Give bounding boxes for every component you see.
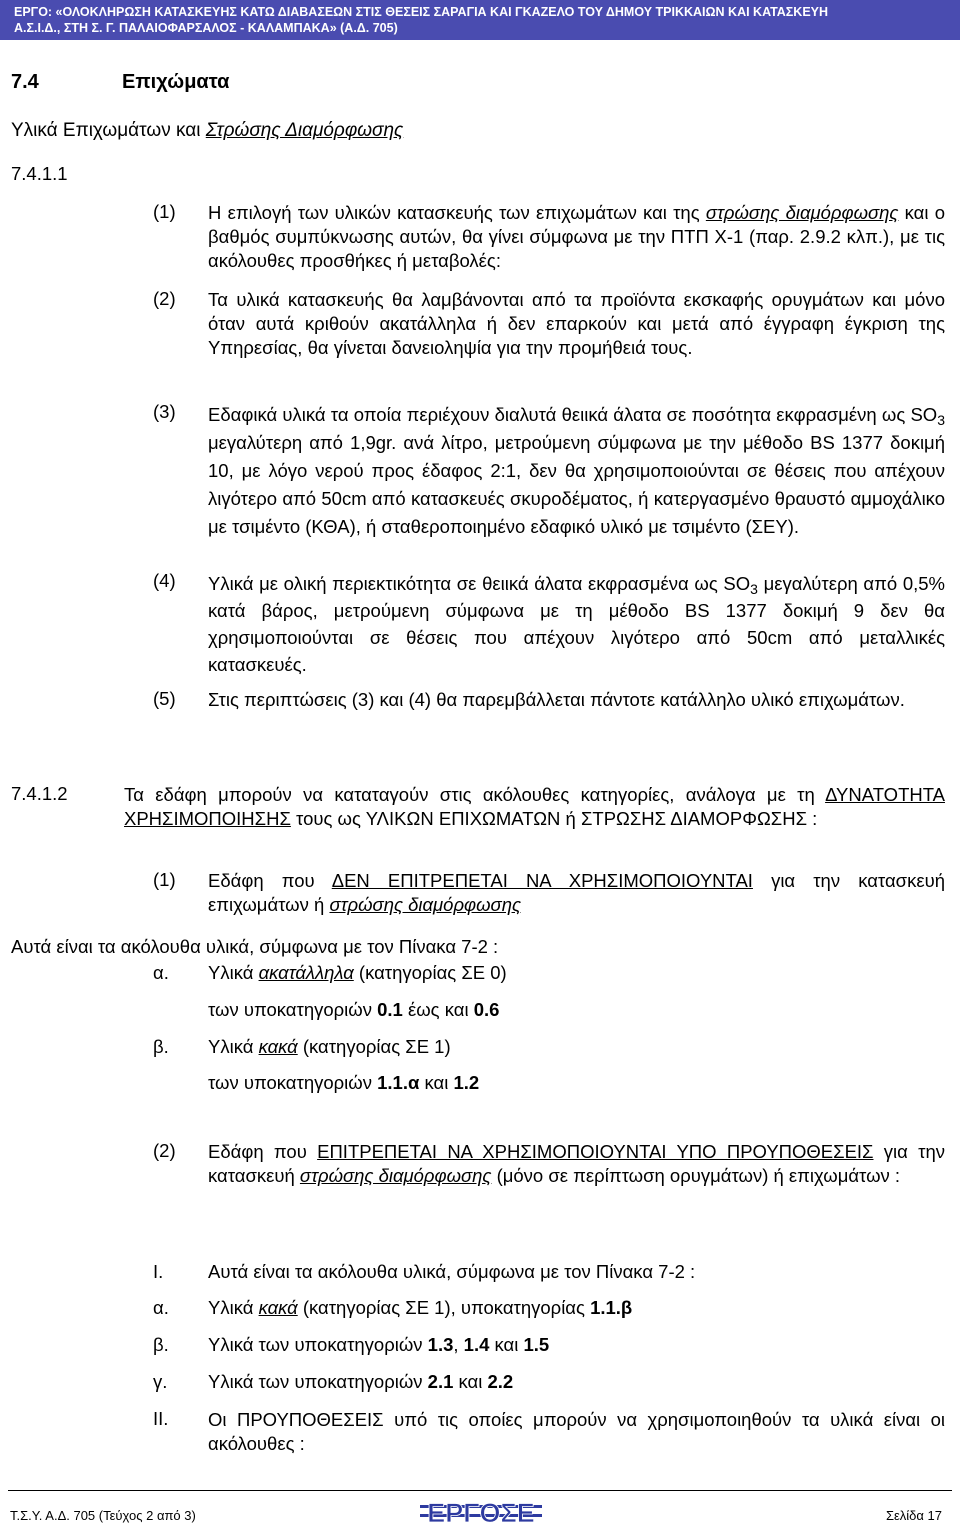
paragraph-text: (κατηγορίας ΣΕ 1) xyxy=(297,1036,451,1057)
list-label: β. xyxy=(153,1334,169,1355)
paragraph-text: Υλικά xyxy=(208,1297,259,1318)
paragraph-text: Εδάφη που xyxy=(208,1141,318,1162)
paragraph-text: Εδάφη που xyxy=(208,870,332,891)
item-label: (1) xyxy=(153,201,176,222)
paragraph-text: και xyxy=(453,1371,488,1392)
list-label: α. xyxy=(153,962,169,983)
list-item-b-sub xyxy=(208,1072,479,1094)
bold-code: 1.1.α xyxy=(377,1072,420,1093)
document-header xyxy=(0,0,960,40)
quoted-term: κακά xyxy=(258,1297,298,1318)
header-line-2: Α.Σ.Ι.Δ., ΣΤΗ Σ. Γ. ΠΑΛΑΙΟΦΑΡΣΑΛΟΣ - ΚΑΛΑΜΠΑΚΑ» (Α.Δ. 705) xyxy=(14,21,398,35)
paragraph-text: Η επιλογή των υλικών κατασκευής των επιχωμάτων και της xyxy=(208,202,706,223)
paragraph-text: (κατηγορίας ΣΕ 0) xyxy=(353,962,507,983)
paragraph-s2-1 xyxy=(208,869,945,917)
paragraph-text: Υλικά των υποκατηγοριών xyxy=(208,1371,428,1392)
logo-text: ΕΡΓΟΣΕ xyxy=(427,1498,535,1526)
bold-code: 0.6 xyxy=(473,999,500,1020)
list-item-Ic xyxy=(208,1371,513,1393)
list-item-a xyxy=(208,962,507,984)
subtitle xyxy=(11,120,403,142)
bold-code: 1.3 xyxy=(427,1334,454,1355)
bold-code: 1.5 xyxy=(523,1334,550,1355)
underlined-term: ΔΥΝΑΤΟΤΗΤΑ ΧΡΗΣΙΜΟΠΟΙΗΣΗΣ xyxy=(124,784,945,829)
quoted-term: ακατάλληλα xyxy=(258,962,354,983)
paragraph-4 xyxy=(208,570,945,678)
quoted-term: κακά xyxy=(258,1036,298,1057)
paragraph-text: των υποκατηγοριών xyxy=(208,999,378,1020)
paragraph-text: και xyxy=(489,1334,524,1355)
paragraph-text: μεγαλύτερη από 1,9gr. ανά λίτρο, μετρούμενη σύμφωνα με την μέθοδο BS 1377 δοκιμή 10, με λόγο νερού προς έδαφος 2:1, δεν θα χρησιμοποιούνται σε θέσεις που απέχουν λιγότερο από 50cm από κατασκευές σκυροδέματος, ή κατεργασμένο θραυστό αμμοχάλικο με τσιμέντο (ΚΘΑ), ή σταθεροποιημένο εδαφικό υλικό με τσιμέντο (ΣΕΥ). xyxy=(208,432,945,537)
paragraph-text: Υλικά xyxy=(208,1036,259,1057)
subscript: 3 xyxy=(937,412,945,428)
list-item-I: Αυτά είναι τα ακόλουθα υλικά, σύμφωνα με τον Πίνακα 7-2 : xyxy=(208,1261,696,1282)
list-label: ΙΙ. xyxy=(153,1408,169,1429)
paragraph-text: για την κατασκευή xyxy=(208,1141,945,1186)
paragraph-text: και xyxy=(419,1072,454,1093)
bold-code: 1.1.β xyxy=(590,1297,633,1318)
list-item-Ib xyxy=(208,1334,549,1356)
paragraph-text: Υλικά xyxy=(208,962,259,983)
paragraph-text: (μόνο σε περίπτωση ορυγμάτων) ή επιχωμάτων : xyxy=(491,1165,901,1186)
list-label: Ι. xyxy=(153,1261,164,1282)
header-line-1: ΕΡΓΟ: «ΟΛΟΚΛΗΡΩΣΗ ΚΑΤΑΣΚΕΥΗΣ ΚΑΤΩ ΔΙΑΒΑΣΕΩΝ ΣΤΙΣ ΘΕΣΕΙΣ ΣΑΡΑΓΙΑ ΚΑΙ ΓΚΑΖΕΛΟ ΤΟΥ ΔΗΜΟΥ ΤΡΙΚΚΑΙΩΝ ΚΑΙ ΚΑΤΑΣΚΕΥΗ xyxy=(14,5,829,19)
subtitle-prefix: Υλικά Επιχωμάτων και xyxy=(11,120,206,141)
paragraph-text: Εδαφικά υλικά τα οποία περιέχουν διαλυτά θειικά άλατα σε ποσότητα εκφρασμένη ως SO xyxy=(208,404,938,425)
list-item-b xyxy=(208,1036,451,1058)
section-number: 7.4 xyxy=(11,71,39,93)
paragraph-text: και ο βαθμός συμπύκνωσης αυτών, θα γίνει σύμφωνα με την ΠΤΠ Χ-1 (παρ. 2.9.2 κλπ.), με τις ακόλουθες προσθήκες ή μεταβολές: xyxy=(208,202,945,271)
list-item-a-sub xyxy=(208,999,499,1021)
paragraph-text: μεγαλύτερη από 0,5% κατά βάρος, μετρούμενη σύμφωνα με τη μέθοδο BS 1377 δοκιμή 9 δεν θα χρησιμοποιούνται σε θέσεις που απέχουν λιγότερο από 50cm από μεταλλικές κατασκευές. xyxy=(208,573,945,675)
subsection-number: 7.4.1.1 xyxy=(11,163,68,184)
list-item-Ia xyxy=(208,1297,632,1319)
subscript: 3 xyxy=(750,581,758,597)
paragraph-text: τους ως ΥΛΙΚΩΝ ΕΠΙΧΩΜΑΤΩΝ ή ΣΤΡΩΣΗΣ ΔΙΑΜΟΡΦΩΣΗΣ : xyxy=(290,808,818,829)
underlined-term: ΔΕΝ ΕΠΙΤΡΕΠΕΤΑΙ ΝΑ ΧΡΗΣΙΜΟΠΟΙΟΥΝΤΑΙ xyxy=(331,870,753,891)
bold-code: 0.1 xyxy=(377,999,403,1020)
paragraph-5: Στις περιπτώσεις (3) και (4) θα παρεμβάλλεται πάντοτε κατάλληλο υλικό επιχωμάτων. xyxy=(208,689,905,710)
bold-code: 1.4 xyxy=(463,1334,490,1355)
quoted-term: στρώσης διαμόρφωσης xyxy=(705,202,899,223)
paragraph-text: έως και xyxy=(402,999,474,1020)
paragraph-3 xyxy=(208,401,945,541)
paragraph-text: για την κατασκευή επιχωμάτων ή xyxy=(208,870,945,915)
materials-note: Αυτά είναι τα ακόλουθα υλικά, σύμφωνα με τον Πίνακα 7-2 : xyxy=(11,936,499,957)
paragraph-text: Τα εδάφη μπορούν να καταταγούν στις ακόλουθες κατηγορίες, ανάλογα με τη xyxy=(124,784,826,805)
list-label: γ. xyxy=(153,1371,168,1392)
item-label: (3) xyxy=(153,401,176,422)
item-label: (2) xyxy=(153,1140,176,1161)
item-label: (1) xyxy=(153,869,176,890)
list-label: β. xyxy=(153,1036,169,1057)
quoted-term: στρώσης διαμόρφωσης xyxy=(329,894,521,915)
paragraph-text: Υλικά των υποκατηγοριών xyxy=(208,1334,428,1355)
item-label: (4) xyxy=(153,570,176,591)
footer-document-ref: Τ.Σ.Υ. Α.Δ. 705 (Τεύχος 2 από 3) xyxy=(10,1508,196,1523)
item-label: (5) xyxy=(153,688,176,709)
bold-code: 1.2 xyxy=(453,1072,480,1093)
section-title: Επιχώματα xyxy=(122,71,230,93)
ergose-logo xyxy=(420,1496,542,1526)
quoted-term: στρώσης διαμόρφωσης xyxy=(299,1165,492,1186)
item-label: (2) xyxy=(153,288,176,309)
paragraph-1 xyxy=(208,201,945,273)
footer-page-number: Σελίδα 17 xyxy=(885,1508,942,1523)
paragraph-text: (κατηγορίας ΣΕ 1), υποκατηγορίας xyxy=(297,1297,591,1318)
subtitle-italic: Στρώσης Διαμόρφωσης xyxy=(205,120,404,141)
paragraph-text: Υλικά με ολική περιεκτικότητα σε θειικά άλατα εκφρασμένα ως SO xyxy=(208,573,751,594)
list-item-II: Οι ΠΡΟΥΠΟΘΕΣΕΙΣ υπό τις οποίες μπορούν να χρησιμοποιηθούν τα υλικά είναι οι ακόλουθες : xyxy=(208,1409,945,1454)
paragraph-s2-2 xyxy=(208,1140,945,1188)
bold-code: 2.2 xyxy=(487,1371,514,1392)
underlined-term: ΕΠΙΤΡΕΠΕΤΑΙ ΝΑ ΧΡΗΣΙΜΟΠΟΙΟΥΝΤΑΙ ΥΠΟ ΠΡΟΥΠΟΘΕΣΕΙΣ xyxy=(317,1141,874,1162)
paragraph-2: Τα υλικά κατασκευής θα λαμβάνονται από τα προϊόντα εκσκαφής ορυγμάτων και μόνο όταν αυτά κριθούν ακατάλληλα ή δεν επαρκούν και μετά από έγγραφη έγκριση της Υπηρεσίας, θα γίνεται δανειοληψία για την προμήθειά τους. xyxy=(208,289,945,358)
paragraph-text: , xyxy=(453,1334,464,1355)
bold-code: 2.1 xyxy=(427,1371,454,1392)
paragraph-text: των υποκατηγοριών xyxy=(208,1072,378,1093)
list-label: α. xyxy=(153,1297,169,1318)
subsection-intro xyxy=(124,783,945,831)
subsection-number: 7.4.1.2 xyxy=(11,783,68,804)
